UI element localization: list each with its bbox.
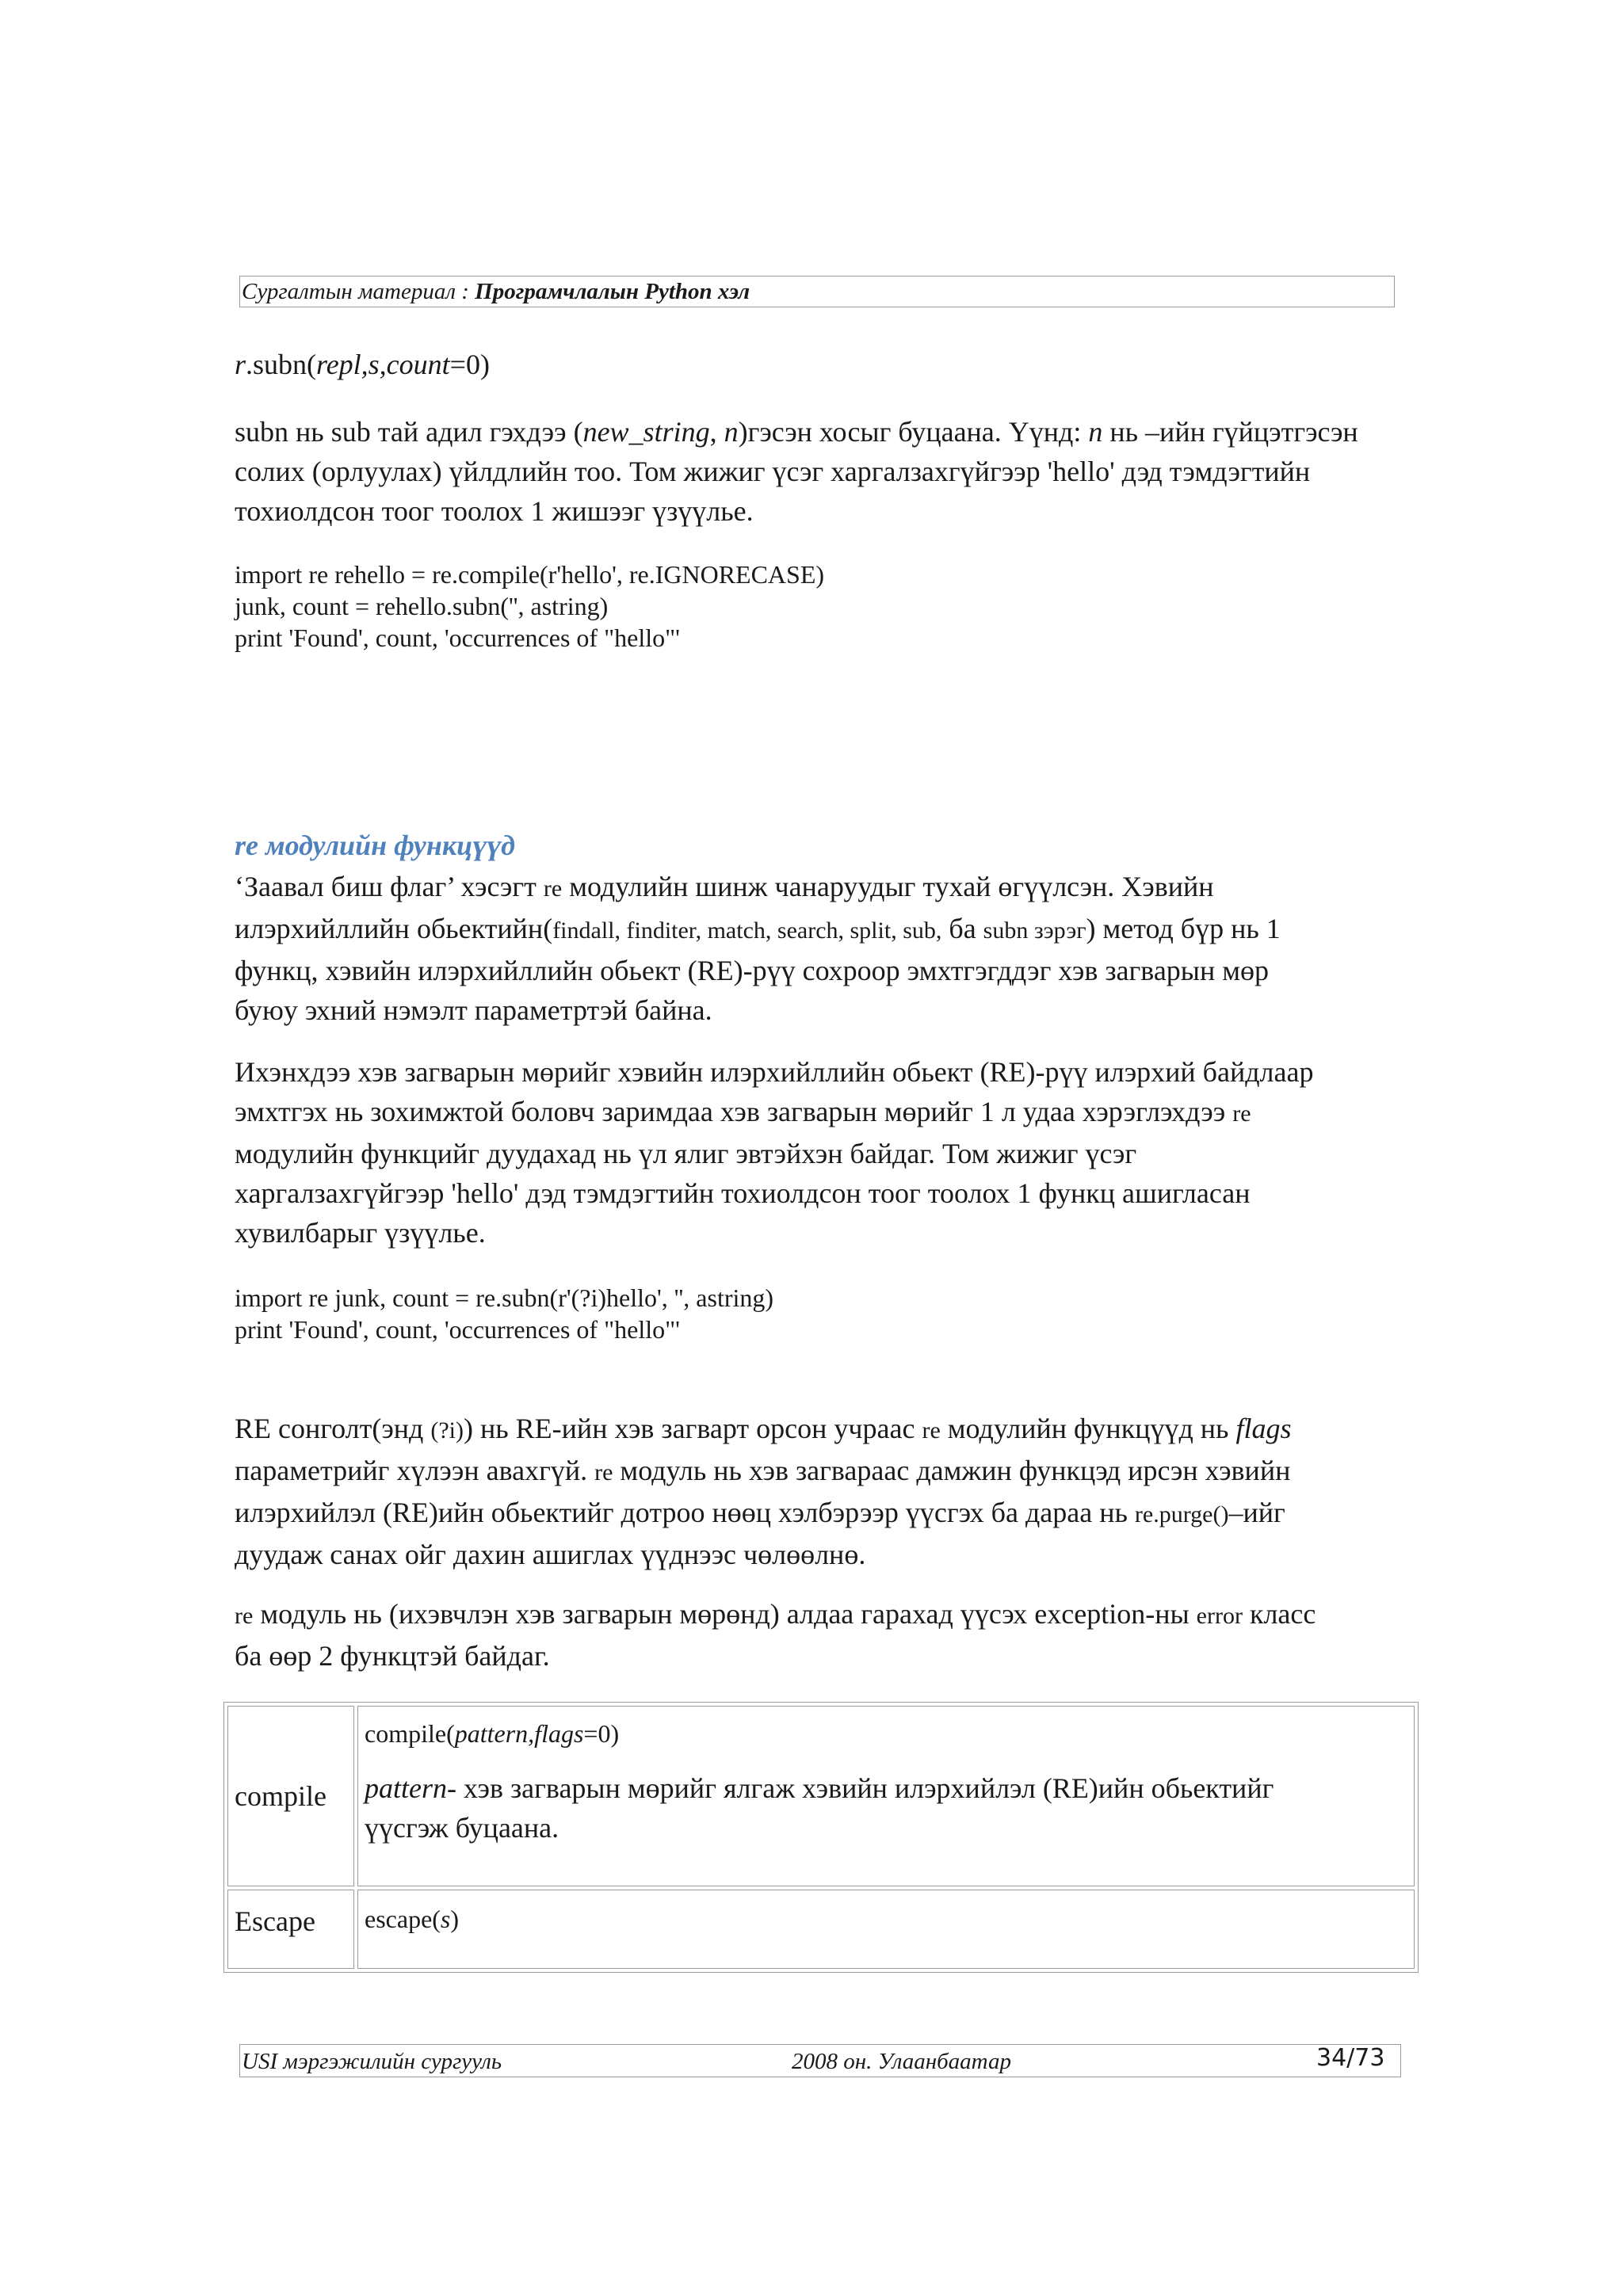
function-desc-cell (357, 1890, 1415, 1969)
subn-signature (235, 345, 490, 384)
footer-school: USI мэргэжилийн сургууль (242, 2049, 502, 2074)
paragraph-flags (235, 1409, 1407, 1574)
p3-line2: эмхтгэх нь зохимжтой боловч заримдаа хэв загварын мөрийг 1 л удаа хэрэглэхдээ re (235, 1096, 1251, 1127)
function-name-cell: Escape (227, 1890, 354, 1969)
p3-line4: харгалзахгүйгээр 'hello' дэд тэмдэгтийн тохиолдсон тоог тоолох 1 функц ашигласан (235, 1177, 1251, 1209)
sig-args: repl,s,count (316, 349, 450, 380)
sig-rest: .subn( (246, 349, 317, 380)
p4-line4: дуудаж санах ойг дахин ашиглах үүднээс чөлөөлнө. (235, 1539, 866, 1570)
code-block-1 (235, 559, 824, 654)
paragraph-functions (235, 867, 1407, 1030)
function-name-cell: compile (227, 1706, 354, 1886)
paragraph-error (235, 1594, 1407, 1676)
code-line: junk, count = rehello.subn('', astring) (235, 592, 609, 620)
p3-line3: модулийн функцийг дуудахад нь үл ялиг эвтэйхэн байдаг. Том жижиг үсэг (235, 1138, 1137, 1169)
function-table (223, 1702, 1419, 1973)
p3-line1: Ихэнхдээ хэв загварын мөрийг хэвийн илэрхийллийн обьект (RE)-рүү илэрхий байдлаар (235, 1056, 1314, 1088)
p5-line2: ба өөр 2 функцтэй байдаг. (235, 1640, 550, 1672)
compile-signature: compile(pattern,flags=0) (365, 1719, 620, 1748)
p3-line5: хувилбарыг үзүүлье. (235, 1217, 486, 1249)
header-title: Програмчлалын Python хэл (475, 279, 750, 304)
p2-line4: буюу эхний нэмэлт параметртэй байна. (235, 994, 712, 1026)
sig-object: r (235, 349, 246, 380)
sig-tail: =0) (449, 349, 490, 380)
footer-place: 2008 он. Улаанбаатар (792, 2049, 1011, 2074)
page-number: 34/73 (1316, 2044, 1385, 2072)
paragraph-subn (235, 412, 1407, 531)
code-line: import re rehello = re.compile(r'hello', re.IGNORECASE) (235, 560, 825, 589)
p2-line3: функц, хэвийн илэрхийллийн обьект (RE)-рүү сохроор эмхтгэгддэг хэв загварын мөр (235, 955, 1270, 986)
p1-line2: солих (орлуулах) үйлдлийн тоо. Том жижиг үсэг харгалзахгүйгээр 'hello' дэд тэмдэгтийн (235, 456, 1311, 487)
function-desc-cell (357, 1706, 1415, 1886)
paragraph-usage (235, 1052, 1407, 1253)
code-line: print 'Found', count, 'occurrences of "hello"' (235, 624, 680, 652)
p4-line1: RE сонголт(энд (?i)) нь RE-ийн хэв загварт орсон учраас re модулийн функцүүд нь flags (235, 1413, 1292, 1444)
escape-signature: escape(s) (365, 1904, 460, 1933)
p4-line3: илэрхийлэл (RE)ийн обьектийг дотроо нөөц хэлбэрээр үүсгэх ба дараа нь re.purge()–ийг (235, 1497, 1285, 1528)
section-heading: re модулийн функцүүд (235, 830, 516, 861)
page-header (239, 276, 1395, 307)
p2-line1: ‘Заавал биш флаг’ хэсэгт re модулийн шинж чанаруудыг тухай өгүүлсэн. Хэвийн (235, 871, 1214, 902)
compile-description: pattern- хэв загварын мөрийг ялгаж хэвийн илэрхийлэл (RE)ийн обьектийг үүсгэж буцаана. (365, 1772, 1274, 1844)
table-row (227, 1890, 1415, 1969)
p1-line1: subn нь sub тай адил гэхдээ (new_string, n)гэсэн хосыг буцаана. Үүнд: n нь –ийн гүйцэтгэсэн (235, 416, 1358, 448)
code-line: print 'Found', count, 'occurrences of "hello"' (235, 1315, 680, 1344)
p2-line2: илэрхийллийн обьектийн(findall, finditer, match, search, split, sub, ба subn зэрэг) метод бүр нь 1 (235, 913, 1281, 944)
header-prefix: Сургалтын материал : (242, 279, 475, 304)
page-footer (239, 2044, 1401, 2077)
code-block-2 (235, 1282, 773, 1345)
p4-line2: параметрийг хүлээн авахгүй. re модуль нь хэв загвараас дамжин функцэд ирсэн хэвийн (235, 1455, 1291, 1486)
code-line: import re junk, count = re.subn(r'(?i)hello', '', astring) (235, 1283, 774, 1312)
table-row (227, 1706, 1415, 1886)
p1-line3: тохиолдсон тоог тоолох 1 жишээг үзүүлье. (235, 495, 754, 527)
p5-line1: re модуль нь (ихэвчлэн хэв загварын мөрөнд) алдаа гарахад үүсэх exception-ны error класс (235, 1598, 1316, 1630)
